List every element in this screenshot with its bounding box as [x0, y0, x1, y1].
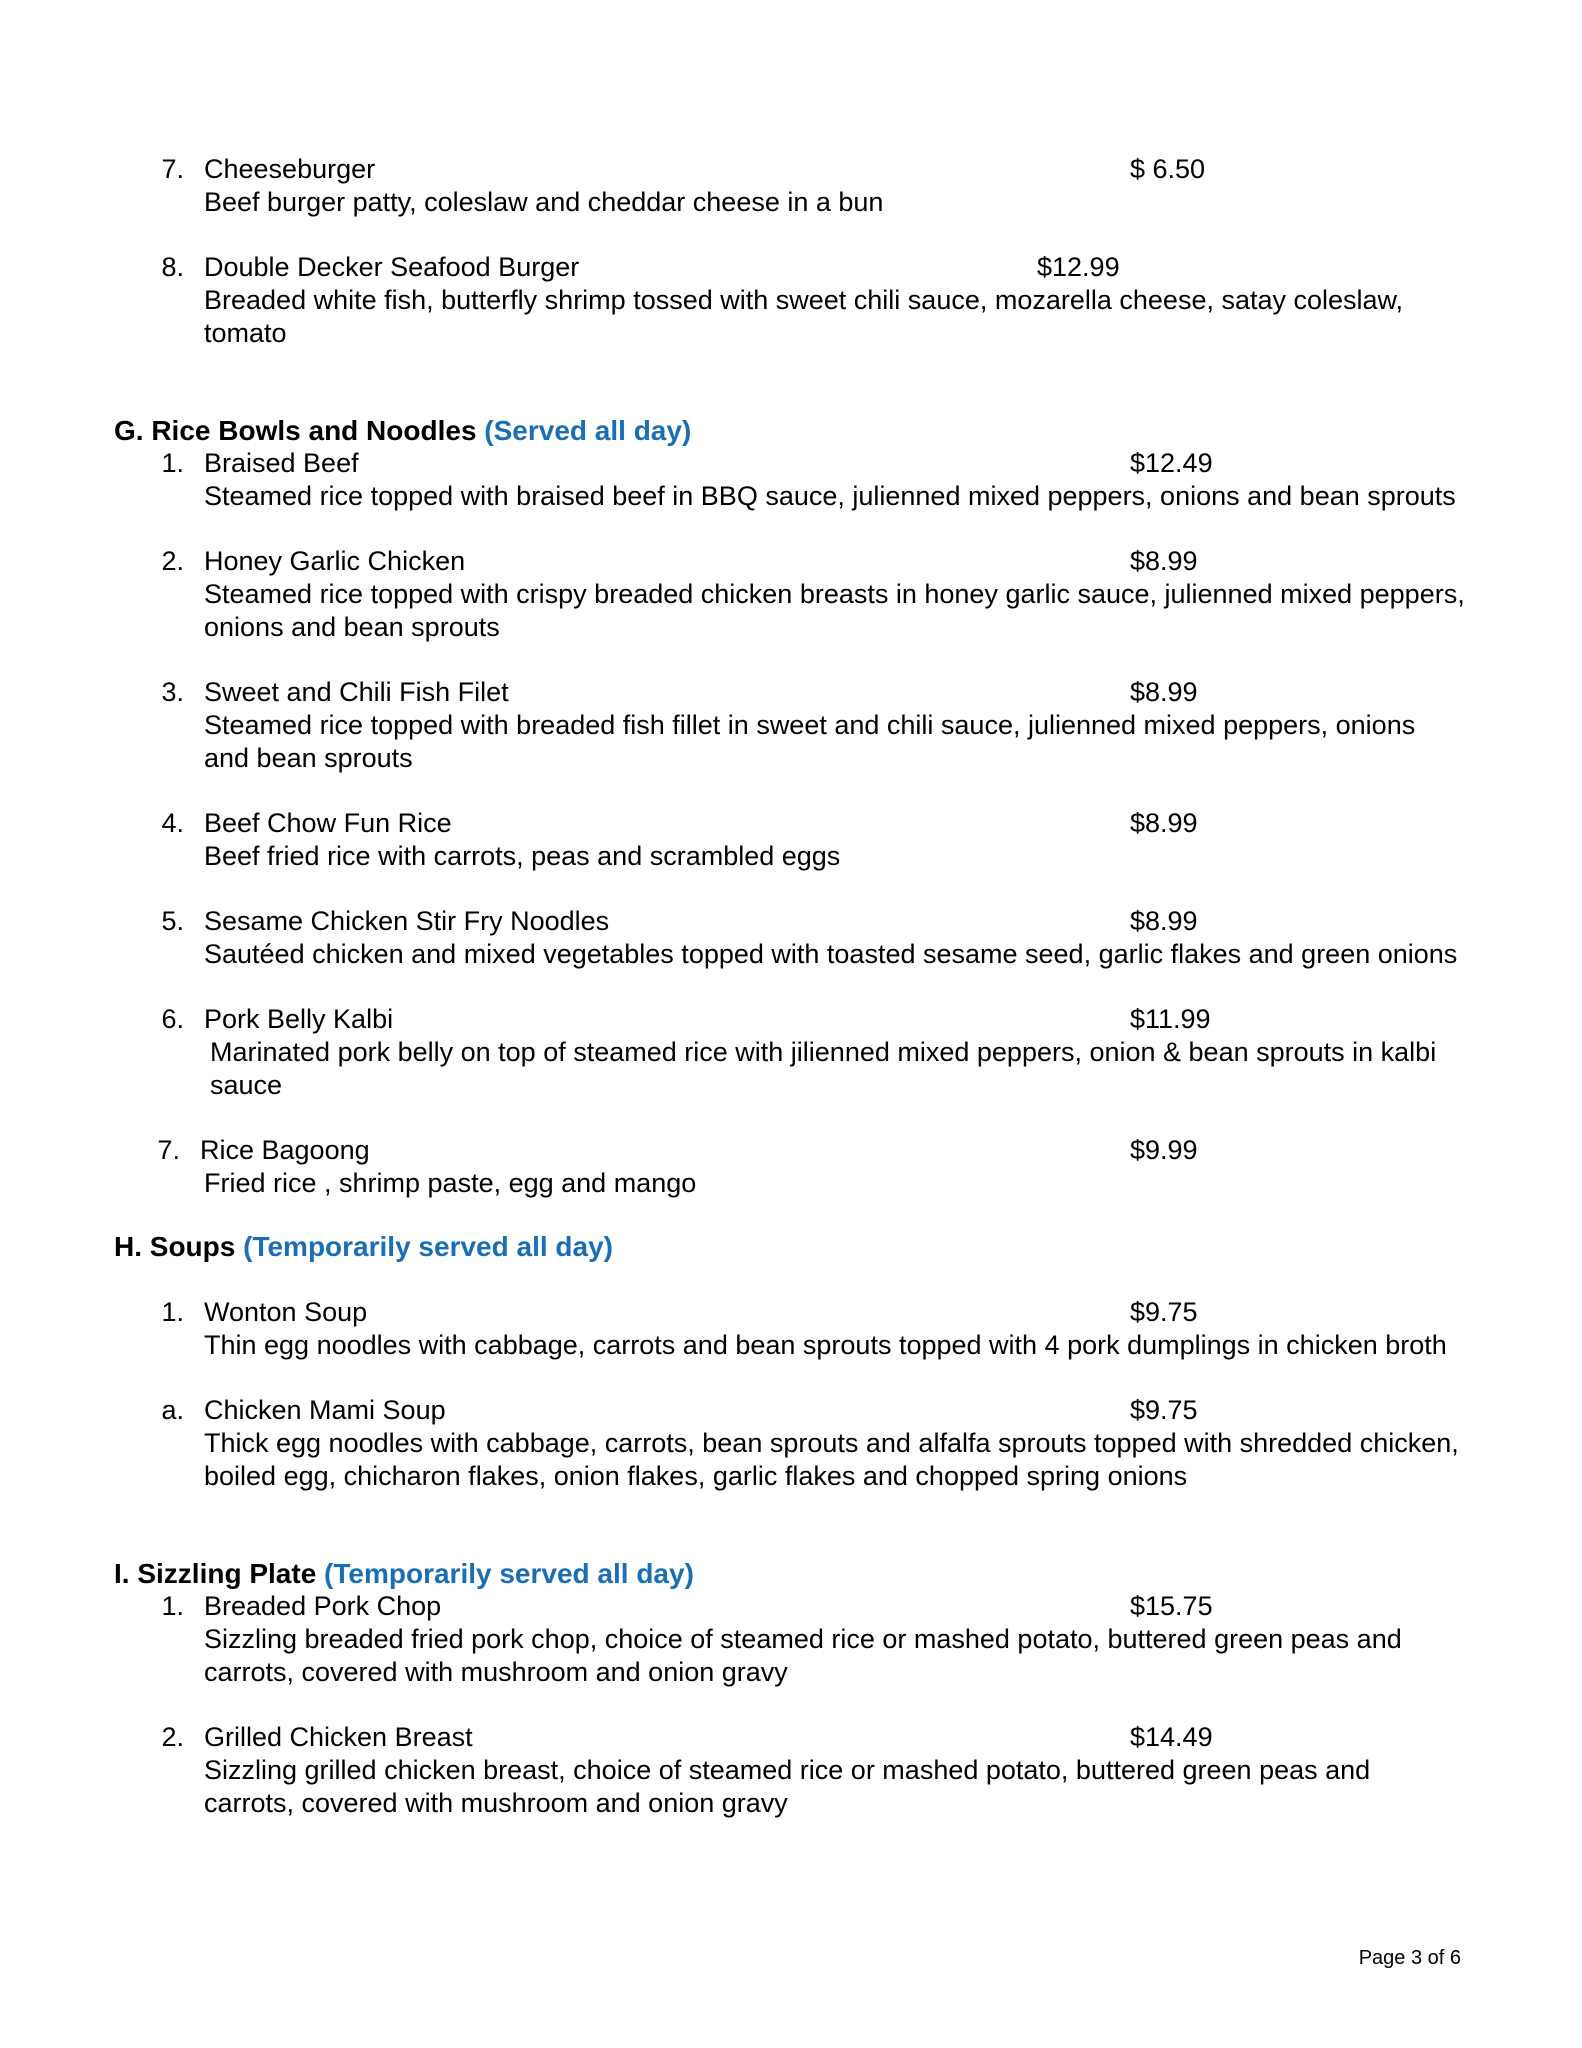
item-price: $9.75: [1130, 1297, 1198, 1327]
item-number: 7.: [157, 1135, 180, 1165]
section-note: (Temporarily served all day): [243, 1231, 613, 1262]
item-description: tomato: [204, 318, 287, 348]
item-description: Beef burger patty, coleslaw and cheddar cheese in a bun: [204, 187, 884, 217]
item-description: Marinated pork belly on top of steamed rice with jilienned mixed peppers, onion & bean sprouts in kalbi: [210, 1037, 1437, 1067]
section-title: I. Sizzling Plate: [114, 1558, 317, 1589]
item-name: Breaded Pork Chop: [204, 1591, 442, 1621]
item-description: Sizzling breaded fried pork chop, choice of steamed rice or mashed potato, buttered green peas and: [204, 1624, 1402, 1654]
item-description: and bean sprouts: [204, 743, 413, 773]
item-description: Sizzling grilled chicken breast, choice of steamed rice or mashed potato, buttered green peas and: [204, 1755, 1371, 1785]
item-number: 7.: [161, 154, 184, 184]
item-description: Steamed rice topped with breaded fish fillet in sweet and chili sauce, julienned mixed peppers, onions: [204, 710, 1416, 740]
item-description: Thin egg noodles with cabbage, carrots and bean sprouts topped with 4 pork dumplings in chicken broth: [204, 1330, 1447, 1360]
item-description: carrots, covered with mushroom and onion gravy: [204, 1657, 788, 1687]
item-description: boiled egg, chicharon flakes, onion flakes, garlic flakes and chopped spring onions: [204, 1461, 1188, 1491]
item-name: Sweet and Chili Fish Filet: [204, 677, 509, 707]
item-name: Rice Bagoong: [200, 1135, 370, 1165]
item-name: Chicken Mami Soup: [204, 1395, 446, 1425]
item-number: 5.: [161, 906, 184, 936]
item-description: Breaded white fish, butterfly shrimp tossed with sweet chili sauce, mozarella cheese, satay coleslaw,: [204, 285, 1404, 315]
item-number: 2.: [161, 546, 184, 576]
item-name: Grilled Chicken Breast: [204, 1722, 473, 1752]
item-number: 8.: [161, 252, 184, 282]
item-price: $11.99: [1130, 1004, 1211, 1034]
section-heading: [114, 414, 691, 447]
item-price: $9.99: [1130, 1135, 1198, 1165]
item-description: Steamed rice topped with braised beef in BBQ sauce, julienned mixed peppers, onions and bean sprouts: [204, 481, 1456, 511]
item-description: carrots, covered with mushroom and onion gravy: [204, 1788, 788, 1818]
item-name: Sesame Chicken Stir Fry Noodles: [204, 906, 610, 936]
item-description: Fried rice , shrimp paste, egg and mango: [204, 1168, 697, 1198]
section-note: (Temporarily served all day): [324, 1558, 694, 1589]
item-price: $ 6.50: [1130, 154, 1206, 184]
item-number: 6.: [161, 1004, 184, 1034]
item-price: $15.75: [1130, 1591, 1213, 1621]
section-note: (Served all day): [484, 415, 692, 446]
item-price: $8.99: [1130, 546, 1198, 576]
item-number: 1.: [161, 1297, 184, 1327]
section-title: G. Rice Bowls and Noodles: [114, 415, 477, 446]
section-title: H. Soups: [114, 1231, 236, 1262]
item-price: $12.99: [1037, 252, 1120, 282]
item-number: 1.: [161, 448, 184, 478]
item-price: $9.75: [1130, 1395, 1198, 1425]
page-number: Page 3 of 6: [1358, 1947, 1461, 1969]
section-heading: [114, 1230, 613, 1263]
item-price: $8.99: [1130, 677, 1198, 707]
item-number: 3.: [161, 677, 184, 707]
item-number: a.: [161, 1395, 184, 1425]
item-description: sauce: [210, 1070, 283, 1100]
item-name: Wonton Soup: [204, 1297, 368, 1327]
item-description: Sautéed chicken and mixed vegetables topped with toasted sesame seed, garlic flakes and green onions: [204, 939, 1458, 969]
item-price: $8.99: [1130, 906, 1198, 936]
item-name: Braised Beef: [204, 448, 359, 478]
item-description: Thick egg noodles with cabbage, carrots, bean sprouts and alfalfa sprouts topped with shredded chicken,: [204, 1428, 1459, 1458]
item-number: 2.: [161, 1722, 184, 1752]
item-name: Cheeseburger: [204, 154, 376, 184]
item-name: Beef Chow Fun Rice: [204, 808, 452, 838]
item-name: Pork Belly Kalbi: [204, 1004, 394, 1034]
item-number: 1.: [161, 1591, 184, 1621]
item-price: $12.49: [1130, 448, 1213, 478]
item-name: Double Decker Seafood Burger: [204, 252, 580, 282]
item-description: Steamed rice topped with crispy breaded chicken breasts in honey garlic sauce, julienned mixed peppers,: [204, 579, 1465, 609]
item-price: $14.49: [1130, 1722, 1213, 1752]
item-number: 4.: [161, 808, 184, 838]
item-description: onions and bean sprouts: [204, 612, 500, 642]
item-name: Honey Garlic Chicken: [204, 546, 466, 576]
item-description: Beef fried rice with carrots, peas and scrambled eggs: [204, 841, 841, 871]
item-price: $8.99: [1130, 808, 1198, 838]
section-heading: [114, 1557, 694, 1590]
